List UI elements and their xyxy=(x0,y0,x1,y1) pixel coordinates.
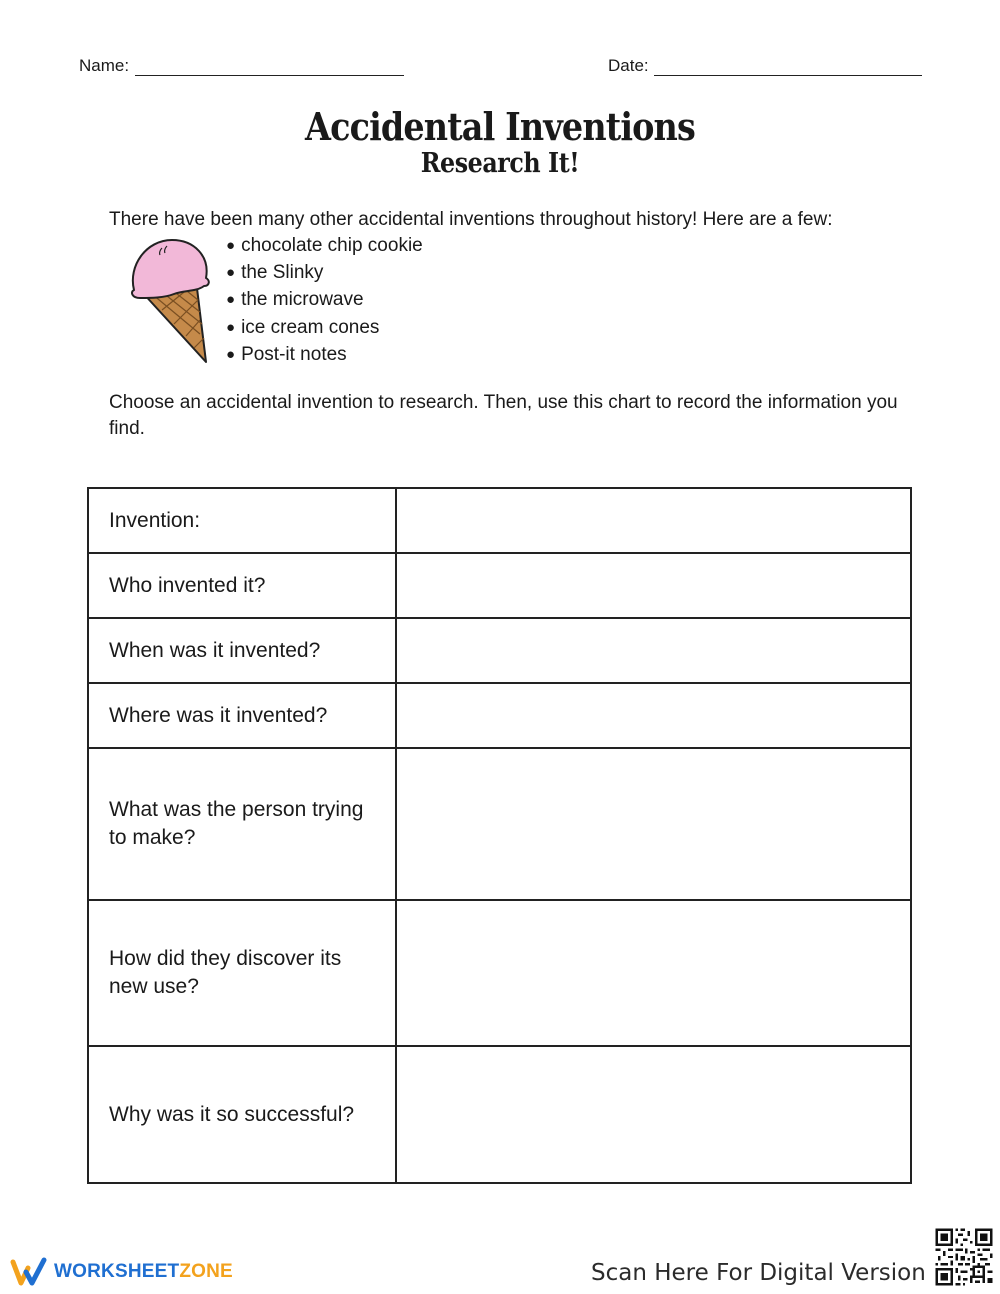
instructions-text: Choose an accidental invention to research. Then, use this chart to record the information you find. xyxy=(109,392,898,439)
answer-cell-who[interactable] xyxy=(396,553,911,618)
worksheetzone-logo[interactable] xyxy=(10,1256,233,1288)
row-label-trying: What was the person trying to make? xyxy=(88,748,396,900)
row-label-when: When was it invented? xyxy=(88,618,396,683)
date-field[interactable] xyxy=(654,75,922,76)
table-row xyxy=(88,553,911,618)
row-label-where: Where was it invented? xyxy=(88,683,396,748)
answer-cell-where[interactable] xyxy=(396,683,911,748)
research-chart xyxy=(87,487,912,1184)
name-field[interactable] xyxy=(135,75,404,76)
list-item: ● the microwave xyxy=(226,287,423,314)
name-label: Name: xyxy=(79,56,130,75)
brand-name-part2: ZONE xyxy=(179,1261,233,1282)
ice-cream-cone-icon xyxy=(126,236,216,366)
worksheetzone-logo-icon xyxy=(10,1256,48,1288)
answer-cell-invention[interactable] xyxy=(396,488,911,553)
answer-cell-when[interactable] xyxy=(396,618,911,683)
table-row xyxy=(88,748,911,900)
qr-code-icon[interactable] xyxy=(933,1226,995,1288)
row-label-who: Who invented it? xyxy=(88,553,396,618)
answer-cell-trying[interactable] xyxy=(396,748,911,900)
intro-text: There have been many other accidental inventions throughout history! Here are a few: xyxy=(109,209,833,230)
scan-text: Scan Here For Digital Version xyxy=(591,1260,926,1286)
page-subtitle: Research It! xyxy=(420,148,580,179)
table-row xyxy=(88,683,911,748)
answer-cell-success[interactable] xyxy=(396,1046,911,1183)
list-item: ● Post-it notes xyxy=(226,342,423,369)
row-label-discover: How did they discover its new use? xyxy=(88,900,396,1046)
answer-cell-discover[interactable] xyxy=(396,900,911,1046)
row-label-success: Why was it so successful? xyxy=(88,1046,396,1183)
page-title: Accidental Inventions xyxy=(305,104,695,149)
list-item: ● ice cream cones xyxy=(226,315,423,342)
date-label: Date: xyxy=(608,56,649,75)
table-row xyxy=(88,618,911,683)
list-item: ● the Slinky xyxy=(226,260,423,287)
examples-list xyxy=(226,233,423,369)
table-row xyxy=(88,900,911,1046)
brand-name-part1: WORKSHEET xyxy=(54,1261,180,1282)
row-label-invention: Invention: xyxy=(88,488,396,553)
table-row xyxy=(88,1046,911,1183)
list-item: ● chocolate chip cookie xyxy=(226,233,423,260)
table-row xyxy=(88,488,911,553)
